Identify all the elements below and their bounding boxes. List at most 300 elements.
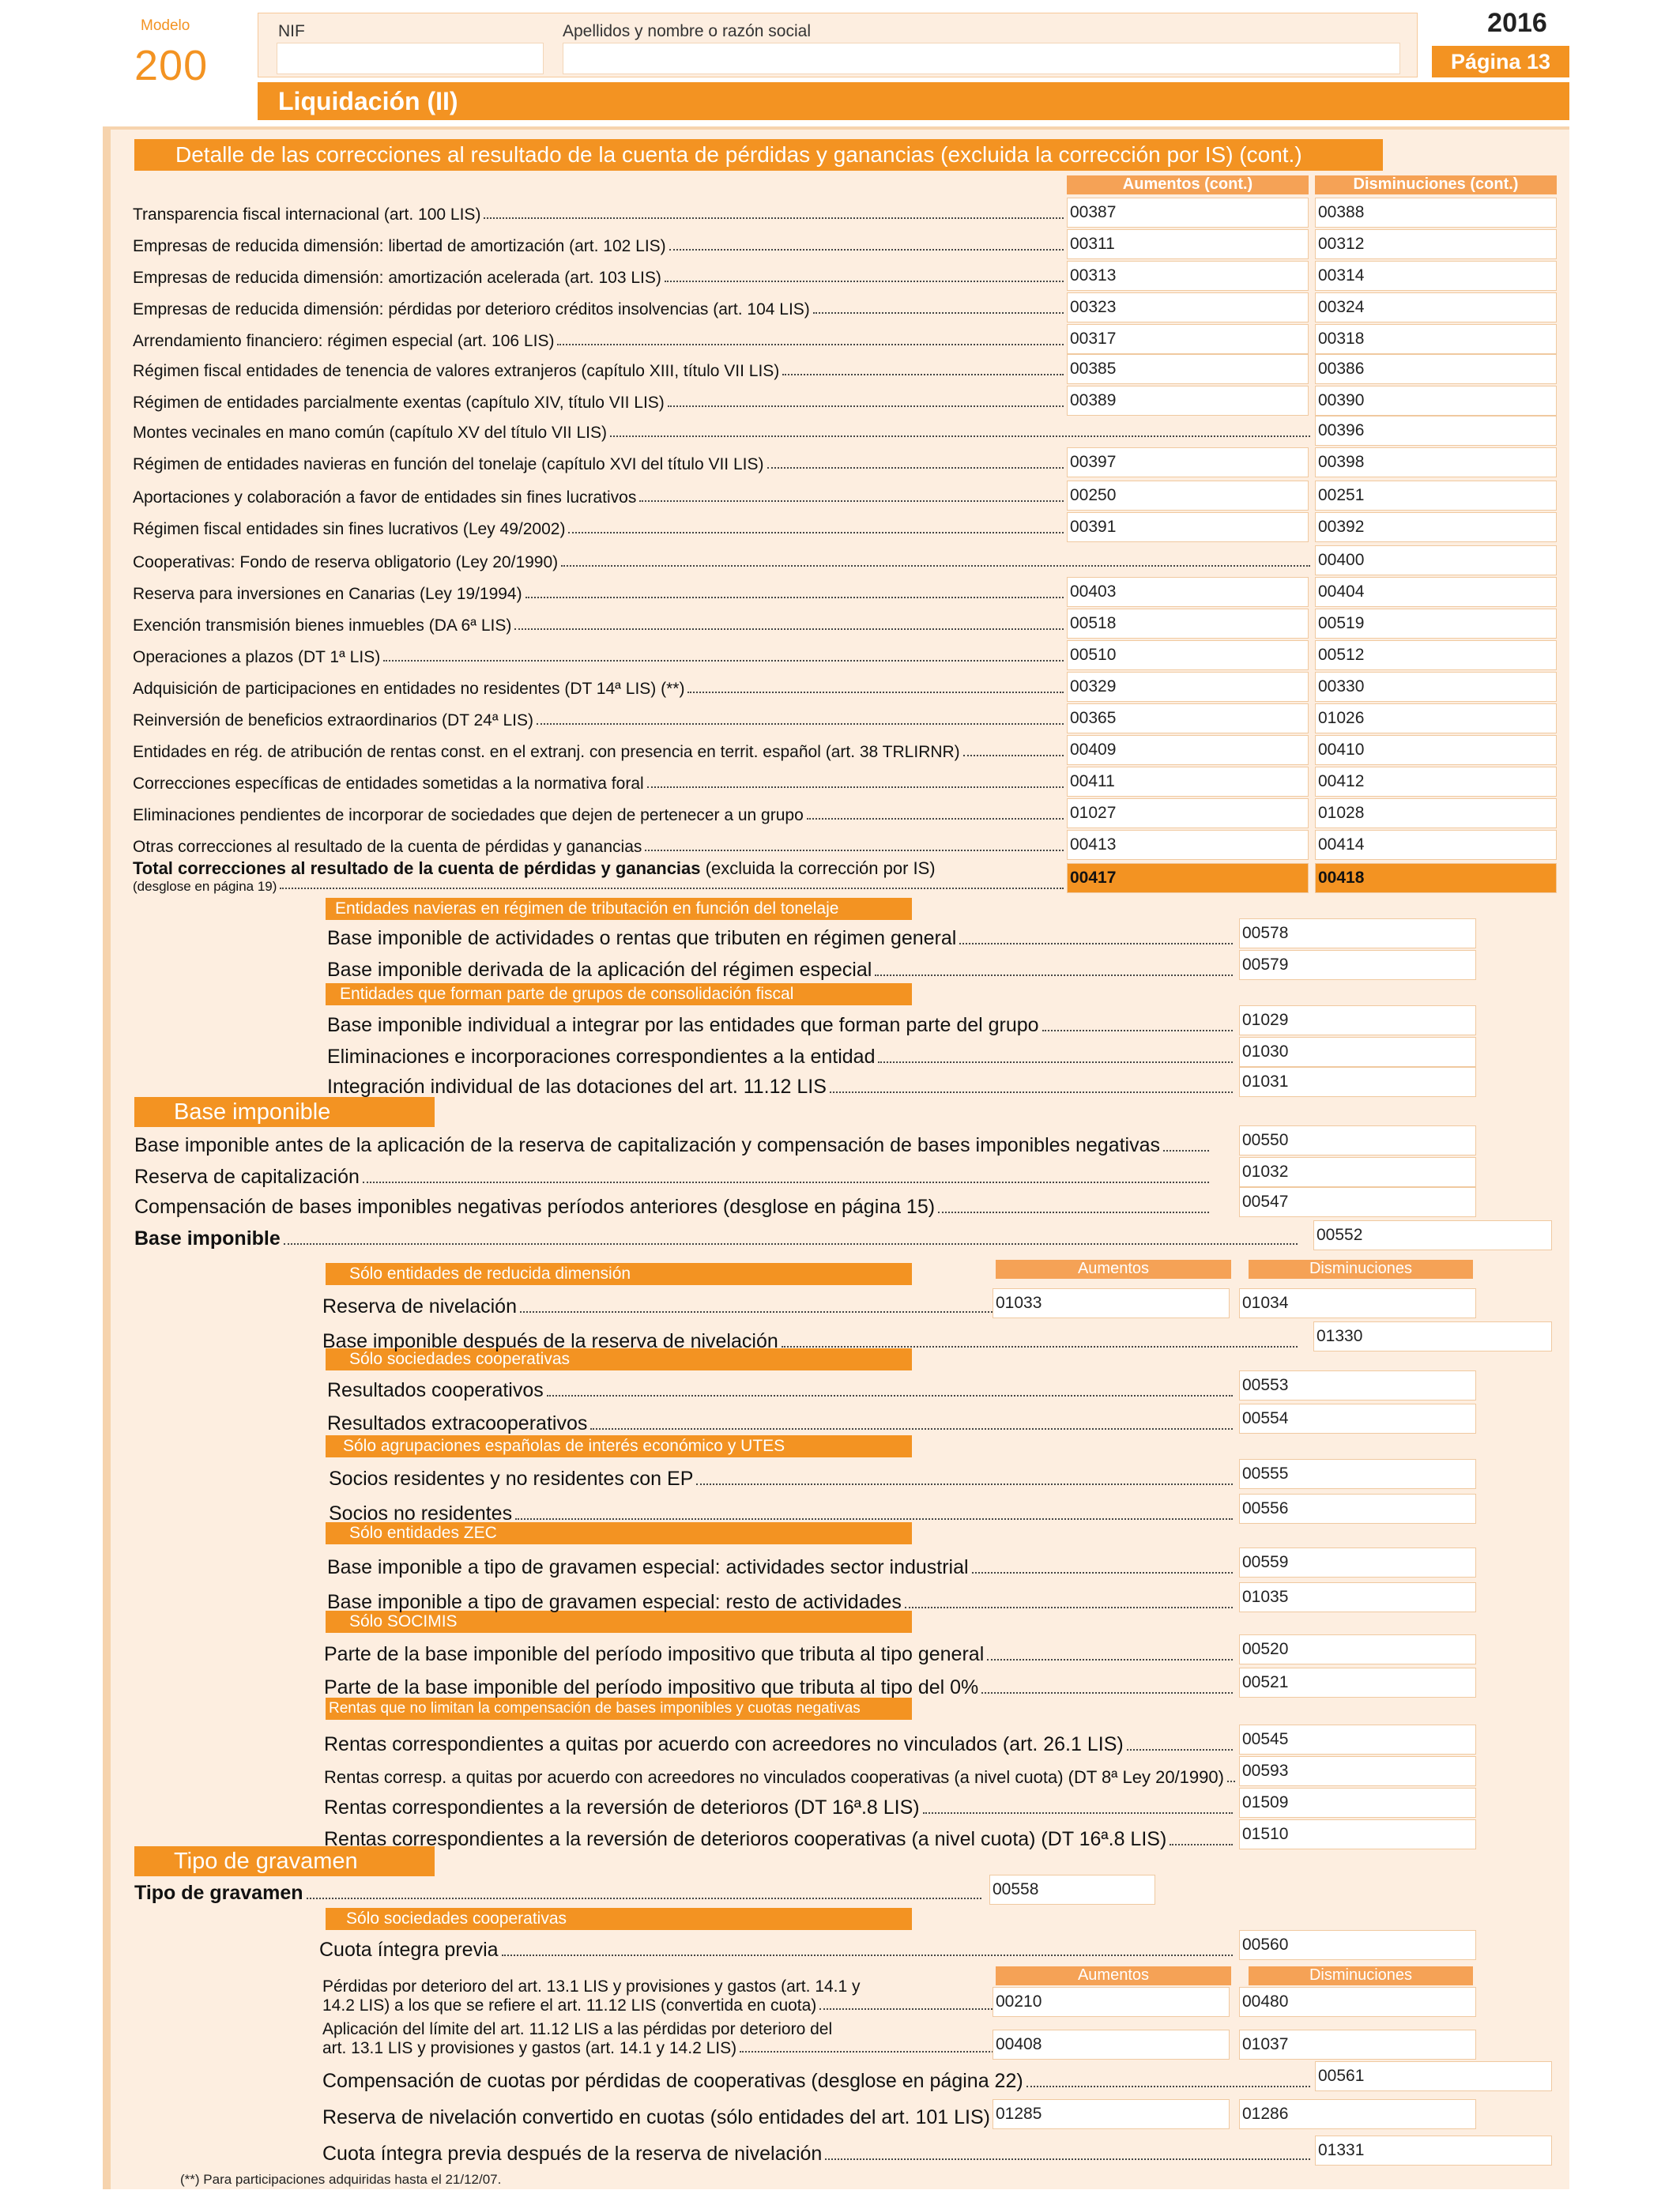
base-imponible-field[interactable] (1313, 1220, 1552, 1250)
zec-row (327, 1551, 1236, 1579)
detalle-row-text: Entidades en rég. de atribución de rentas const. en el extranj. con presencia en territ. español (art. 38 TRLIRNR) (133, 743, 960, 761)
consolidacion-row (327, 1008, 1236, 1037)
detalle-row (133, 352, 1067, 381)
field-code: 00410 (1318, 741, 1365, 759)
navieras-row-text: Base imponible derivada de la aplicación del régimen especial (327, 959, 872, 981)
disminuciones-field[interactable] (1315, 767, 1557, 797)
field-code: 00560 (1242, 1936, 1289, 1954)
agrupaciones-field[interactable] (1239, 1459, 1476, 1489)
field-code: 00397 (1070, 453, 1117, 471)
cooperativas-row-text: Resultados extracooperativos (327, 1412, 588, 1434)
leader-dots (1026, 2086, 1310, 2087)
leader-dots (878, 1061, 1233, 1063)
leader-dots (963, 755, 1064, 756)
perdidas-aumentos[interactable] (993, 1987, 1230, 2017)
tipo-gravamen-field[interactable] (989, 1875, 1155, 1905)
total-rest: (excluida la corrección por IS) (700, 858, 936, 878)
field-code: 00408 (996, 2035, 1042, 2053)
col-disminuciones-cont: Disminuciones (cont.) (1315, 175, 1557, 194)
field-code: 00555 (1242, 1465, 1289, 1483)
col-aumentos-cont: Aumentos (cont.) (1067, 175, 1309, 194)
page-number: Página 13 (1432, 46, 1569, 77)
section-cooperativas-2: Sólo sociedades cooperativas (326, 1908, 912, 1930)
aumentos-field[interactable] (1067, 292, 1309, 322)
zec-row-text: Base imponible a tipo de gravamen especial: resto de actividades (327, 1591, 902, 1613)
cooperativas-field[interactable] (1239, 1370, 1476, 1400)
field-code: 00318 (1318, 330, 1365, 348)
socimis-row (324, 1671, 1236, 1699)
aplicacion-line2: art. 13.1 LIS y provisiones y gastos (art. 14.1 y 14.2 LIS) (322, 2039, 737, 2057)
leader-dots (610, 435, 1310, 437)
field-code: 00210 (996, 1992, 1042, 2011)
leader-dots (665, 281, 1064, 282)
cuota-previa-row-text: Cuota íntegra previa (319, 1939, 499, 1961)
detalle-row (133, 511, 1067, 539)
leader-dots (782, 374, 1064, 375)
aumentos-field[interactable] (1067, 703, 1309, 733)
disminuciones-field[interactable] (1315, 292, 1557, 322)
cooperativas-row-text: Resultados cooperativos (327, 1379, 544, 1401)
field-code: 00400 (1318, 551, 1365, 569)
leader-dots (547, 1395, 1233, 1397)
total-bold: Total correcciones al resultado de la cuenta de pérdidas y ganancias (133, 858, 701, 878)
disminuciones-field[interactable] (1315, 640, 1557, 670)
field-code: 01026 (1318, 709, 1365, 727)
zec-row (327, 1585, 1236, 1614)
disminuciones-field[interactable] (1315, 261, 1557, 291)
base-row-text: Base imponible antes de la aplicación de la reserva de capitalización y compensación de bases imponibles negativas (134, 1134, 1160, 1156)
modelo-label: Modelo (141, 17, 190, 34)
navieras-row (327, 953, 1236, 982)
field-code: 00418 (1318, 869, 1365, 887)
disminuciones-field[interactable] (1315, 735, 1557, 765)
leader-dots (819, 2008, 996, 2010)
leader-dots (537, 723, 1064, 725)
page-title: Liquidación (II) (258, 82, 1569, 120)
field-code: 01033 (996, 1294, 1042, 1312)
field-code: 00404 (1318, 582, 1365, 601)
detalle-row-text: Empresas de reducida dimensión: amortización acelerada (art. 103 LIS) (133, 269, 661, 287)
detalle-row (133, 575, 1067, 604)
field-code: 00324 (1318, 298, 1365, 316)
leader-dots (1042, 1030, 1233, 1031)
cuota-despues-field[interactable] (1315, 2136, 1552, 2166)
aumentos-field[interactable] (1067, 481, 1309, 511)
aumentos-field[interactable] (1067, 386, 1309, 416)
leader-dots (639, 500, 1064, 502)
col-aumentos: Aumentos (996, 1260, 1231, 1279)
aumentos-field[interactable] (1067, 798, 1309, 828)
field-code: 00520 (1242, 1640, 1289, 1658)
field-code: 01030 (1242, 1042, 1289, 1061)
rentas-row-text: Rentas correspondientes a la reversión de deterioros cooperativas (a nivel cuota) (DT 16ª.8 LIS) (324, 1828, 1167, 1850)
disminuciones-field[interactable] (1315, 609, 1557, 639)
disminuciones-field[interactable] (1315, 830, 1557, 860)
despues-nivelacion-row (322, 1325, 1301, 1353)
detalle-row-text: Reserva para inversiones en Canarias (Ley 19/1994) (133, 585, 522, 603)
socimis-row-text: Parte de la base imponible del período impositivo que tributa al tipo del 0% (324, 1676, 979, 1698)
detalle-row (133, 384, 1067, 413)
disminuciones-field[interactable] (1315, 324, 1557, 354)
detalle-row (133, 639, 1067, 667)
field-code: 00391 (1070, 518, 1117, 536)
rentas-row (324, 1759, 1236, 1788)
base-field[interactable] (1239, 1157, 1476, 1187)
aumentos-field[interactable] (1067, 261, 1309, 291)
name-field[interactable] (563, 43, 1400, 74)
field-code: 00554 (1242, 1409, 1289, 1427)
leader-dots (825, 2158, 1310, 2160)
field-code: 00579 (1242, 956, 1289, 974)
field-code: 00313 (1070, 266, 1117, 285)
section-reducida: Sólo entidades de reducida dimensión (326, 1263, 912, 1285)
rentas-row-text: Rentas correspondientes a quitas por acuerdo con acreedores no vinculados (art. 26.1 LIS) (324, 1733, 1124, 1755)
leader-dots (696, 1483, 1233, 1485)
field-code: 00545 (1242, 1730, 1289, 1748)
total-disminuciones-field[interactable] (1315, 863, 1557, 893)
base-field[interactable] (1239, 1187, 1476, 1217)
detalle-row-text: Montes vecinales en mano común (capítulo XV del título VII LIS) (133, 424, 607, 442)
leader-dots (981, 1692, 1233, 1694)
aumentos-field[interactable] (1067, 512, 1309, 542)
cuota-previa-field[interactable] (1239, 1930, 1476, 1960)
leader-dots (905, 1607, 1233, 1608)
leader-dots (561, 565, 1310, 567)
nivelacion-row (322, 1290, 996, 1318)
field-code: 01285 (996, 2105, 1042, 2123)
disminuciones-field[interactable] (1315, 798, 1557, 828)
footnote: (**) Para participaciones adquiridas hasta el 21/12/07. (180, 2172, 502, 2187)
field-code: 00387 (1070, 203, 1117, 221)
reserva-cuotas-aumentos[interactable] (993, 2099, 1230, 2129)
field-code: 00389 (1070, 391, 1117, 409)
field-code: 00414 (1318, 835, 1365, 854)
field-code: 01032 (1242, 1163, 1289, 1181)
socimis-row (324, 1638, 1236, 1666)
leader-dots (767, 467, 1064, 469)
base-row (134, 1129, 1212, 1157)
consolidacion-field[interactable] (1239, 1005, 1476, 1035)
leader-dots (807, 818, 1064, 820)
col-disminuciones-2: Disminuciones (1249, 1966, 1473, 1985)
leader-dots (502, 1955, 1233, 1956)
aumentos-field[interactable] (1067, 672, 1309, 702)
field-code: 01035 (1242, 1588, 1289, 1606)
field-code: 00552 (1317, 1226, 1363, 1244)
agrupaciones-row-text: Socios no residentes (329, 1502, 513, 1525)
field-code: 00330 (1318, 677, 1365, 696)
aumentos-field[interactable] (1067, 229, 1309, 259)
aumentos-field[interactable] (1067, 447, 1309, 477)
leader-dots (875, 974, 1233, 976)
tipo-gravamen-row-text: Tipo de gravamen (134, 1882, 303, 1904)
rentas-field[interactable] (1239, 1788, 1476, 1818)
field-code: 00385 (1070, 360, 1117, 378)
leader-dots (1127, 1749, 1233, 1751)
detalle-row (133, 446, 1067, 474)
detalle-row (133, 702, 1067, 730)
field-code: 00403 (1070, 582, 1117, 601)
field-code: 00413 (1070, 835, 1117, 854)
detalle-row-text: Aportaciones y colaboración a favor de entidades sin fines lucrativos (133, 488, 637, 507)
base-row-text: Compensación de bases imponibles negativas períodos anteriores (desglose en página 15) (134, 1196, 936, 1218)
field-code: 00365 (1070, 709, 1117, 727)
perdidas-line1: Pérdidas por deterioro del art. 13.1 LIS y provisiones y gastos (art. 14.1 y (322, 1977, 861, 1996)
field-code: 00388 (1318, 203, 1365, 221)
leader-dots (1170, 1844, 1233, 1845)
compensacion-cuotas-field[interactable] (1315, 2061, 1552, 2091)
base-row (134, 1160, 1212, 1189)
nivelacion-disminuciones[interactable] (1239, 1288, 1476, 1318)
total-label (133, 855, 1067, 895)
leader-dots (669, 249, 1064, 251)
nif-label: NIF (278, 22, 305, 40)
base-imponible-total-text: Base imponible (134, 1227, 281, 1250)
detalle-row (133, 414, 1313, 443)
disminuciones-field[interactable] (1315, 672, 1557, 702)
agrupaciones-field[interactable] (1239, 1494, 1476, 1524)
leader-dots (525, 597, 1064, 598)
leader-dots (515, 1518, 1233, 1520)
leader-dots (307, 1898, 982, 1899)
navieras-field[interactable] (1239, 950, 1476, 980)
aumentos-field[interactable] (1067, 830, 1309, 860)
detalle-row-text: Exención transmisión bienes inmuebles (DA 6ª LIS) (133, 616, 512, 635)
field-code: 00317 (1070, 330, 1117, 348)
socimis-field[interactable] (1239, 1634, 1476, 1664)
cooperativas-field[interactable] (1239, 1404, 1476, 1434)
field-code: 00390 (1318, 391, 1365, 409)
field-code: 00480 (1242, 1992, 1289, 2011)
field-code: 00392 (1318, 518, 1365, 536)
section-cooperativas: Sólo sociedades cooperativas (326, 1348, 912, 1370)
aumentos-field[interactable] (1067, 767, 1309, 797)
field-code: 01286 (1242, 2105, 1289, 2123)
field-code: 00398 (1318, 453, 1365, 471)
agrupaciones-row (329, 1497, 1236, 1525)
field-code: 00550 (1242, 1131, 1289, 1149)
navieras-row (327, 922, 1236, 950)
leader-dots (557, 344, 1064, 345)
base-row-text: Reserva de capitalización (134, 1166, 360, 1188)
field-code: 00559 (1242, 1553, 1289, 1571)
detalle-row-text: Eliminaciones pendientes de incorporar de sociedades que dejen de pertenecer a un grupo (133, 806, 804, 824)
compensacion-cuotas-row (322, 2064, 1313, 2093)
base-imponible-total (134, 1222, 1301, 1250)
field-code: 01509 (1242, 1793, 1289, 1811)
field-code: 01510 (1242, 1825, 1289, 1843)
section-navieras: Entidades navieras en régimen de tributación en función del tonelaje (326, 898, 912, 920)
field-code: 00251 (1318, 486, 1365, 504)
compensacion-cuotas-row-text: Compensación de cuotas por pérdidas de cooperativas (desglose en página 22) (322, 2070, 1023, 2092)
field-code: 00417 (1070, 869, 1117, 887)
disminuciones-field[interactable] (1315, 512, 1557, 542)
reserva-cuotas-row (322, 2101, 996, 2129)
aumentos-field[interactable] (1067, 577, 1309, 607)
perdidas-disminuciones[interactable] (1239, 1987, 1476, 2017)
name-label: Apellidos y nombre o razón social (563, 22, 811, 40)
detalle-row (133, 797, 1067, 825)
consolidacion-field[interactable] (1239, 1037, 1476, 1067)
detalle-row-text: Otras correcciones al resultado de la cuenta de pérdidas y ganancias (133, 838, 642, 856)
detalle-row-text: Empresas de reducida dimensión: pérdidas por deterioro créditos insolvencias (art. 104 LIS) (133, 300, 810, 319)
field-code: 01029 (1242, 1011, 1289, 1029)
agrupaciones-row (329, 1462, 1236, 1491)
cuota-despues-row (322, 2137, 1313, 2166)
cooperativas-row (327, 1407, 1236, 1435)
perdidas-line2: 14.2 LIS) a los que se refiere el art. 11.12 LIS (convertida en cuota) (322, 1996, 817, 2015)
year: 2016 (1487, 8, 1547, 38)
field-code: 01034 (1242, 1294, 1289, 1312)
field-code: 00323 (1070, 298, 1117, 316)
detalle-row-text: Reinversión de beneficios extraordinarios (DT 24ª LIS) (133, 711, 533, 729)
leader-dots (972, 1572, 1233, 1574)
leader-dots (668, 405, 1064, 407)
leader-dots (520, 1311, 993, 1313)
leader-dots (568, 532, 1064, 533)
field-code: 00553 (1242, 1376, 1289, 1394)
consolidacion-row (327, 1040, 1236, 1069)
total-sub: (desglose en página 19) (133, 879, 277, 894)
aumentos-field[interactable] (1067, 735, 1309, 765)
disminuciones-field[interactable] (1315, 703, 1557, 733)
field-code: 01037 (1242, 2035, 1289, 2053)
consolidacion-row (327, 1070, 1236, 1099)
rentas-row (324, 1728, 1236, 1756)
leader-dots (830, 1091, 1233, 1093)
consolidacion-row-text: Eliminaciones e incorporaciones correspondientes a la entidad (327, 1046, 876, 1068)
nif-field[interactable] (277, 43, 544, 74)
leader-dots (383, 660, 1064, 662)
consolidacion-row-text: Base imponible individual a integrar por las entidades que forman parte del grupo (327, 1014, 1039, 1036)
disminuciones-field[interactable] (1315, 229, 1557, 259)
base-row (134, 1190, 1212, 1219)
socimis-row-text: Parte de la base imponible del período impositivo que tributa al tipo general (324, 1643, 985, 1665)
disminuciones-field[interactable] (1315, 545, 1557, 575)
section-tipo-gravamen: Tipo de gravamen (134, 1846, 435, 1876)
zec-row-text: Base imponible a tipo de gravamen especial: actividades sector industrial (327, 1556, 969, 1578)
detalle-row-text: Régimen de entidades navieras en función del tonelaje (capítulo XVI del título VII LIS) (133, 455, 764, 473)
field-code: 00329 (1070, 677, 1117, 696)
leader-dots (647, 786, 1064, 788)
section-rentas: Rentas que no limitan la compensación de bases imponibles y cuotas negativas (326, 1698, 912, 1720)
rentas-row (324, 1823, 1236, 1851)
field-code: 00312 (1318, 235, 1365, 253)
leader-dots (959, 943, 1233, 944)
socimis-field[interactable] (1239, 1668, 1476, 1698)
leader-dots (923, 1812, 1233, 1814)
detalle-row (133, 733, 1067, 762)
detalle-row-text: Régimen fiscal entidades de tenencia de valores extranjeros (capítulo XIII, título VII LIS) (133, 362, 780, 380)
rentas-field[interactable] (1239, 1756, 1476, 1786)
field-code: 00412 (1318, 772, 1365, 790)
despues-nivelacion-field[interactable] (1313, 1321, 1552, 1351)
disminuciones-field[interactable] (1315, 198, 1557, 228)
field-code: 00510 (1070, 646, 1117, 664)
detalle-row (133, 322, 1067, 351)
detalle-row-text: Operaciones a plazos (DT 1ª LIS) (133, 648, 381, 666)
detalle-row (133, 828, 1067, 857)
detalle-row (133, 607, 1067, 635)
leader-dots (782, 1346, 1298, 1348)
total-aumentos-field[interactable] (1067, 863, 1309, 893)
section-base-imponible: Base imponible (134, 1097, 435, 1127)
cooperativas-row (327, 1374, 1236, 1402)
agrupaciones-row-text: Socios residentes y no residentes con EP (329, 1468, 694, 1490)
disminuciones-field[interactable] (1315, 577, 1557, 607)
leader-dots (645, 850, 1064, 851)
field-code: 01330 (1317, 1327, 1363, 1345)
navieras-field[interactable] (1239, 918, 1476, 948)
field-code: 00578 (1242, 924, 1289, 942)
nivelacion-aumentos[interactable] (993, 1288, 1230, 1318)
leader-dots (938, 1212, 1209, 1213)
aplicacion-disminuciones[interactable] (1239, 2030, 1476, 2060)
aumentos-field[interactable] (1067, 609, 1309, 639)
field-code: 00396 (1318, 421, 1365, 439)
leader-dots (813, 312, 1064, 314)
reserva-cuotas-disminuciones[interactable] (1239, 2099, 1476, 2129)
rentas-field[interactable] (1239, 1819, 1476, 1849)
disminuciones-field[interactable] (1315, 416, 1557, 446)
disminuciones-field[interactable] (1315, 447, 1557, 477)
consolidacion-row-text: Integración individual de las dotaciones del art. 11.12 LIS (327, 1076, 827, 1098)
detalle-row-text: Empresas de reducida dimensión: libertad de amortización (art. 102 LIS) (133, 237, 666, 255)
disminuciones-field[interactable] (1315, 481, 1557, 511)
section-zec: Sólo entidades ZEC (326, 1522, 912, 1544)
section-socimis: Sólo SOCIMIS (326, 1611, 912, 1633)
field-code: 00558 (993, 1880, 1039, 1898)
navieras-row-text: Base imponible de actividades o rentas que tributen en régimen general (327, 927, 957, 949)
aumentos-field[interactable] (1067, 324, 1309, 354)
field-code: 00547 (1242, 1193, 1289, 1211)
aplicacion-row (322, 2019, 999, 2058)
detalle-row (133, 228, 1067, 256)
leader-dots (590, 1428, 1233, 1430)
leader-dots (484, 217, 1064, 219)
despues-nivelacion-row-text: Base imponible después de la reserva de nivelación (322, 1330, 778, 1352)
disminuciones-field[interactable] (1315, 386, 1557, 416)
zec-field[interactable] (1239, 1582, 1476, 1612)
field-code: 00521 (1242, 1673, 1289, 1691)
detalle-row-text: Régimen fiscal entidades sin fines lucrativos (Ley 49/2002) (133, 520, 566, 538)
field-code: 00314 (1318, 266, 1365, 285)
field-code: 00250 (1070, 486, 1117, 504)
field-code: 01031 (1242, 1072, 1289, 1091)
disminuciones-field[interactable] (1315, 354, 1557, 384)
section-agrupaciones: Sólo agrupaciones españolas de interés económico y UTES (326, 1435, 912, 1457)
modelo-number: 200 (134, 42, 209, 89)
field-code: 01331 (1318, 2141, 1365, 2159)
field-code: 01027 (1070, 804, 1117, 822)
aumentos-field[interactable] (1067, 354, 1309, 384)
field-code: 00518 (1070, 614, 1117, 632)
rentas-row-text: Rentas corresp. a quitas por acuerdo con acreedores no vinculados cooperativas (a nivel cuota) (DT 8ª Ley 20/1990) (324, 1767, 1224, 1787)
detalle-row-text: Correcciones específicas de entidades sometidas a la normativa foral (133, 775, 644, 793)
consolidacion-field[interactable] (1239, 1067, 1476, 1097)
zec-field[interactable] (1239, 1547, 1476, 1578)
field-code: 00512 (1318, 646, 1365, 664)
rentas-field[interactable] (1239, 1725, 1476, 1755)
aumentos-field[interactable] (1067, 640, 1309, 670)
leader-dots (740, 2051, 996, 2053)
detalle-row (133, 196, 1067, 224)
aumentos-field[interactable] (1067, 198, 1309, 228)
field-code: 00386 (1318, 360, 1365, 378)
leader-dots (1227, 1781, 1235, 1782)
aplicacion-aumentos[interactable] (993, 2030, 1230, 2060)
base-field[interactable] (1239, 1125, 1476, 1155)
